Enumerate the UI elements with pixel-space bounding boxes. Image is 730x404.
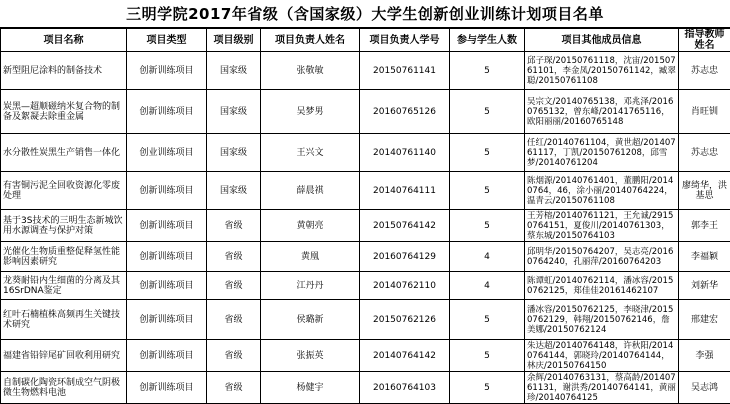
cell-project-type: 创新训练项目	[127, 372, 207, 404]
cell-leader-name: 张敬敏	[261, 52, 360, 90]
cell-advisor: 苏志忠	[679, 52, 730, 90]
cell-advisor: 李强	[679, 340, 730, 372]
cell-project-level: 国家级	[207, 172, 261, 210]
cell-project-name: 光催化生物质重整促释氢性能影响因素研究	[1, 242, 127, 272]
cell-project-level: 省级	[207, 300, 261, 340]
cell-leader-id: 20160764103	[360, 372, 450, 404]
cell-project-name: 炭黑—超顺磁纳米复合物的制备及絮凝去除重金属	[1, 90, 127, 134]
cell-project-name: 水分散性炭黑生产销售一体化	[1, 134, 127, 172]
cell-advisor: 肖旺钏	[679, 90, 730, 134]
cell-advisor: 吴志鸿	[679, 372, 730, 404]
cell-project-level: 省级	[207, 210, 261, 242]
cell-leader-name: 张振英	[261, 340, 360, 372]
cell-leader-id: 20160764129	[360, 242, 450, 272]
table-row	[1, 172, 730, 210]
table-row	[1, 210, 730, 242]
cell-project-name: 龙葵耐铅内生细菌的分离及其16SrDNA鉴定	[1, 272, 127, 300]
cell-student-count: 5	[450, 210, 525, 242]
cell-student-count: 5	[450, 52, 525, 90]
cell-project-type: 创新训练项目	[127, 272, 207, 300]
table-row	[1, 300, 730, 340]
cell-project-level: 省级	[207, 340, 261, 372]
cell-student-count: 4	[450, 272, 525, 300]
cell-leader-name: 薛晨祺	[261, 172, 360, 210]
cell-other-members: 陈烟源/20140761401，董鹏阳/20140764，46，涂小丽/20140764224，温青云/20150761108	[525, 172, 679, 210]
header-project-level: 项目级别	[207, 29, 261, 52]
table-row	[1, 90, 730, 134]
cell-leader-id: 20140764111	[360, 172, 450, 210]
cell-leader-id: 20160765126	[360, 90, 450, 134]
cell-project-type: 创新训练项目	[127, 52, 207, 90]
cell-advisor: 郭李王	[679, 210, 730, 242]
cell-leader-id: 20140761140	[360, 134, 450, 172]
table-header-row	[1, 29, 730, 52]
cell-student-count: 5	[450, 172, 525, 210]
table-row	[1, 340, 730, 372]
cell-leader-id: 20140764142	[360, 340, 450, 372]
cell-other-members: 朱达超/20140764148，许秋阳/20140764144，郭晓玲/20140764144，林庆/20150764150	[525, 340, 679, 372]
cell-leader-name: 黄朝亮	[261, 210, 360, 242]
cell-leader-name: 王兴文	[261, 134, 360, 172]
cell-other-members: 潘冰容/20150762125，李晓津/20150762129，韩翔/20150762146，詹美娜/20150762124	[525, 300, 679, 340]
cell-other-members: 余辉/20140763131，蔡高龄/20140761131，谢洪秀/20140764141，黄丽珍/20140764125	[525, 372, 679, 404]
cell-leader-name: 黄凰	[261, 242, 360, 272]
cell-advisor: 邢建宏	[679, 300, 730, 340]
cell-advisor: 苏志忠	[679, 134, 730, 172]
cell-advisor: 刘新华	[679, 272, 730, 300]
cell-project-name: 有害铜污泥全回收资源化零废处理	[1, 172, 127, 210]
cell-other-members: 邱子琛/20150761118，沈宙/20150761101，李金凤/20150761142，臧翠聪/20150761108	[525, 52, 679, 90]
cell-other-members: 吴宗文/20140765138，邓兆泽/20160765132，曾东峰/20141765116，欧阳丽丽/20160765148	[525, 90, 679, 134]
header-project-name: 项目名称	[1, 29, 127, 52]
cell-other-members: 任红/20140761104，黄世超/20140761117，丁凯/20150761208，邱雪梦/20140761204	[525, 134, 679, 172]
table-row	[1, 134, 730, 172]
cell-leader-name: 杨健宇	[261, 372, 360, 404]
cell-other-members: 王芳榕/20140761121，王允诚/29150764151，夏俊川/20140761303，蔡东城/20150764103	[525, 210, 679, 242]
cell-project-type: 创新训练项目	[127, 300, 207, 340]
cell-leader-id: 20150761141	[360, 52, 450, 90]
cell-project-level: 省级	[207, 372, 261, 404]
cell-leader-name: 吴梦男	[261, 90, 360, 134]
cell-student-count: 4	[450, 242, 525, 272]
cell-advisor: 廖绮华，洪基思	[679, 172, 730, 210]
cell-advisor: 李福颖	[679, 242, 730, 272]
cell-project-type: 创新训练项目	[127, 210, 207, 242]
table-row	[1, 242, 730, 272]
cell-student-count: 5	[450, 90, 525, 134]
cell-other-members: 邱明华/20150764207，吴志亮/20160764240，孔丽萍/20160764203	[525, 242, 679, 272]
cell-student-count: 5	[450, 372, 525, 404]
header-leader-name: 项目负责人姓名	[261, 29, 360, 52]
cell-leader-name: 侯璐新	[261, 300, 360, 340]
document-title: 三明学院2017年省级（含国家级）大学生创新创业训练计划项目名单	[0, 0, 730, 28]
cell-project-name: 自制碳化陶瓷环制成空气阴极微生物燃料电池	[1, 372, 127, 404]
cell-project-name: 基于3S技术的三明生态新城饮用水源调查与保护对策	[1, 210, 127, 242]
cell-project-type: 创新训练项目	[127, 340, 207, 372]
cell-project-level: 国家级	[207, 134, 261, 172]
cell-project-type: 创新训练项目	[127, 242, 207, 272]
cell-project-type: 创新训练项目	[127, 90, 207, 134]
cell-project-level: 省级	[207, 272, 261, 300]
header-leader-id: 项目负责人学号	[360, 29, 450, 52]
cell-project-name: 新型阻尼涂料的制备技术	[1, 52, 127, 90]
cell-student-count: 5	[450, 134, 525, 172]
project-table	[0, 28, 730, 404]
header-advisor: 指导教师姓名	[679, 29, 730, 52]
cell-leader-id: 20140762110	[360, 272, 450, 300]
header-student-count: 参与学生人数	[450, 29, 525, 52]
cell-project-level: 省级	[207, 242, 261, 272]
cell-leader-name: 江丹丹	[261, 272, 360, 300]
cell-project-level: 国家级	[207, 90, 261, 134]
header-project-type: 项目类型	[127, 29, 207, 52]
cell-project-name: 福建省铅锌尾矿回收利用研究	[1, 340, 127, 372]
cell-project-type: 创新训练项目	[127, 172, 207, 210]
cell-other-members: 陈谭虹/20140762114，潘冰容/20150762125，郑佳佳20161462107	[525, 272, 679, 300]
cell-project-type: 创业训练项目	[127, 134, 207, 172]
cell-leader-id: 20150762126	[360, 300, 450, 340]
table-row	[1, 52, 730, 90]
cell-student-count: 5	[450, 300, 525, 340]
cell-student-count: 5	[450, 340, 525, 372]
table-row	[1, 272, 730, 300]
cell-project-level: 国家级	[207, 52, 261, 90]
table-row	[1, 372, 730, 404]
cell-leader-id: 20150764142	[360, 210, 450, 242]
header-other-members: 项目其他成员信息	[525, 29, 679, 52]
cell-project-name: 红叶石楠植株高频再生关键技术研究	[1, 300, 127, 340]
